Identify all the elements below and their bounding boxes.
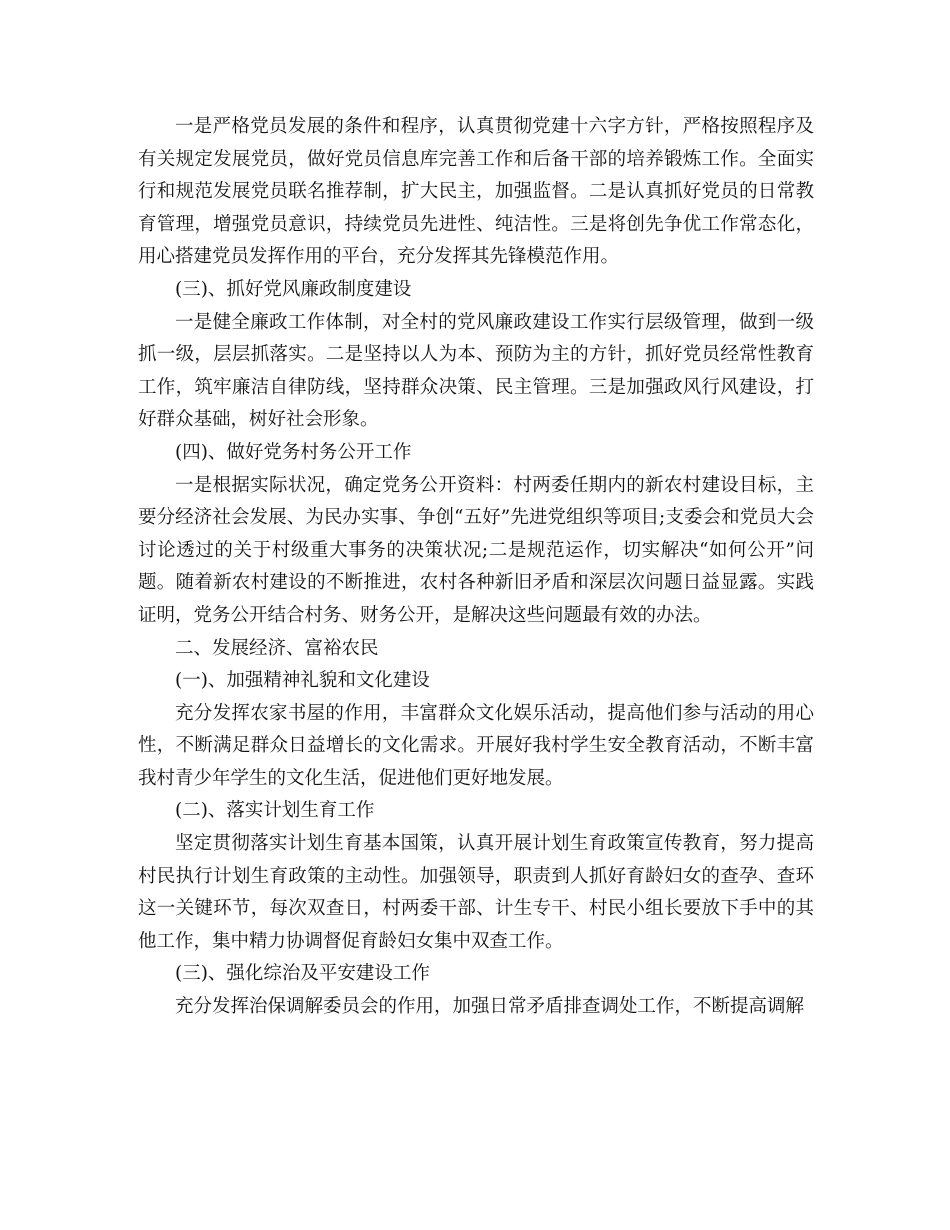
section-heading-culture-building: (一)、加强精神礼貌和文化建设	[175, 670, 430, 692]
document-body	[138, 111, 814, 1024]
paragraph-public-safety: 充分发挥治保调解委员会的作用，加强日常矛盾排查调处工作，不断提高调解	[175, 996, 805, 1018]
section-heading-integrity-system: (三)、抓好党风廉政制度建设	[175, 278, 412, 300]
paragraph-integrity-system: 一是健全廉政工作体制，对全村的党风廉政建设工作实行层级管理，做到一级抓一级，层层抓落实。二是坚持以人为本、预防为主的方针，抓好党员经常性教育工作，筑牢廉洁自律防线，坚持群众决策、民主管理。三是加强政风行风建设，打好群众基础，树好社会形象。	[138, 311, 814, 431]
paragraph-culture-building: 充分发挥农家书屋的作用，丰富群众文化娱乐活动，提高他们参与活动的用心性，不断满足群众日益增长的文化需求。开展好我村学生安全教育活动，不断丰富我村青少年学生的文化生活，促进他们更好地发展。	[138, 702, 814, 789]
section-heading-affairs-disclosure: (四)、做好党务村务公开工作	[175, 441, 412, 463]
paragraph-family-planning: 坚定贯彻落实计划生育基本国策，认真开展计划生育政策宣传教育，努力提高村民执行计划生育政策的主动性。加强领导，职责到人抓好育龄妇女的查孕、查环这一关键环节，每次双查日，村两委干部、计生专干、村民小组长要放下手中的其他工作，集中精力协调督促育龄妇女集中双查工作。	[138, 833, 814, 952]
section-heading-economic-development: 二、发展经济、富裕农民	[175, 637, 379, 659]
section-heading-family-planning: (二)、落实计划生育工作	[175, 800, 375, 822]
section-heading-public-safety: (三)、强化综治及平安建设工作	[175, 963, 430, 985]
paragraph-affairs-disclosure: 一是根据实际状况，确定党务公开资料：村两委任期内的新农村建设目标，主要分经济社会发展、为民办实事、争创“五好”先进党组织等项目;支委会和党员大会讨论透过的关于村级重大事务的决策状况;二是规范运作，切实解决“如何公开”问题。随着新农村建设的不断推进，农村各种新旧矛盾和深层次问题日益显露。实践证明，党务公开结合村务、财务公开，是解决这些问题最有效的办法。	[138, 474, 814, 626]
paragraph-party-member-development: 一是严格党员发展的条件和程序，认真贯彻党建十六字方针，严格按照程序及有关规定发展党员，做好党员信息库完善工作和后备干部的培养锻炼工作。全面实行和规范发展党员联名推荐制，扩大民主，加强监督。二是认真抓好党员的日常教育管理，增强党员意识，持续党员先进性、纯洁性。三是将创先争优工作常态化，用心搭建党员发挥作用的平台，充分发挥其先锋模范作用。	[138, 116, 814, 268]
